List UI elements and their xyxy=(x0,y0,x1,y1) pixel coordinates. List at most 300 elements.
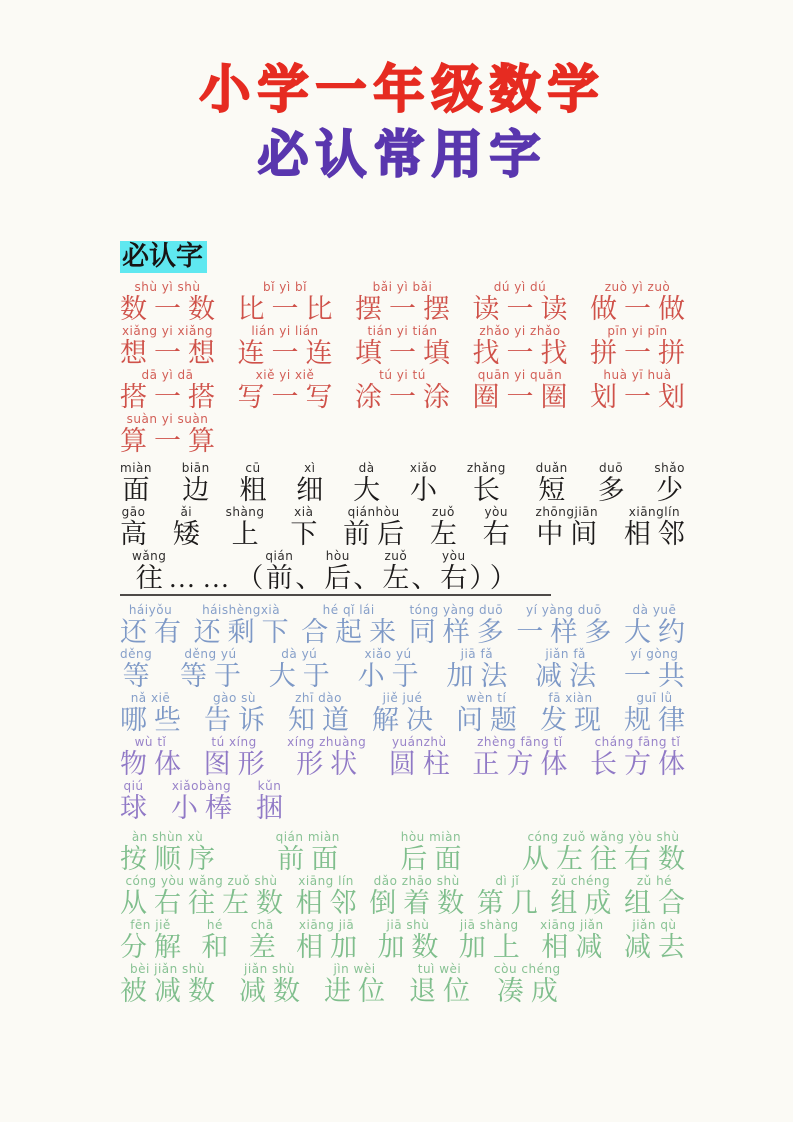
hanzi: 大于 xyxy=(268,661,337,692)
hanzi: 倒着数 xyxy=(369,888,472,919)
section-position-size xyxy=(120,461,692,596)
word xyxy=(239,461,274,506)
pinyin: xiāng lín xyxy=(298,874,354,889)
word xyxy=(482,505,517,550)
pinyin: chā xyxy=(250,918,274,933)
hanzi: 加法 xyxy=(446,661,515,692)
hanzi: 规律 xyxy=(624,705,692,736)
hanzi: 边 xyxy=(182,475,217,506)
hanzi: 后 xyxy=(324,563,359,594)
word-row xyxy=(120,962,685,1006)
section-label: 必认字 xyxy=(120,241,207,274)
word xyxy=(265,549,300,594)
pinyin: suàn yi suàn xyxy=(126,412,209,427)
hanzi: 搭一搭 xyxy=(120,382,222,413)
pinyin: jiā fǎ xyxy=(460,647,494,662)
hanzi: 、 xyxy=(411,563,446,594)
word xyxy=(296,461,331,506)
hanzi: 填一填 xyxy=(355,338,457,369)
word xyxy=(268,647,337,692)
pinyin: cháng fāng tǐ xyxy=(594,735,681,750)
hanzi: 圈一圈 xyxy=(472,382,575,413)
pinyin: zuǒ xyxy=(432,505,455,520)
pinyin: jiě jué xyxy=(382,691,423,706)
section-shapes-objects xyxy=(120,735,692,824)
pinyin: yòu xyxy=(484,505,508,520)
pinyin: xiāng jiǎn xyxy=(540,918,604,933)
pinyin: gāo xyxy=(121,505,146,520)
word xyxy=(535,505,605,550)
word xyxy=(120,324,222,369)
word xyxy=(120,874,290,919)
hanzi: 加上 xyxy=(458,932,527,963)
word xyxy=(343,505,412,550)
section-ordering-arithmetic xyxy=(120,830,692,1007)
hanzi: 左 xyxy=(429,519,464,550)
hanzi: 球 xyxy=(120,793,154,824)
word xyxy=(256,779,290,824)
hanzi: 告诉 xyxy=(204,705,272,736)
title-line-1: 小学一年级数学 xyxy=(199,61,606,120)
word xyxy=(248,918,283,963)
hanzi: 长方体 xyxy=(589,749,692,780)
hanzi: 粗 xyxy=(239,475,274,506)
pinyin: hòu miàn xyxy=(400,830,462,845)
word xyxy=(132,549,170,594)
word xyxy=(168,563,271,594)
hanzi: 找一找 xyxy=(472,338,575,369)
word xyxy=(295,563,330,594)
hanzi: 大 xyxy=(353,475,388,506)
word xyxy=(355,280,457,325)
pinyin: xiǎng yi xiǎng xyxy=(121,324,214,339)
hanzi: 想一想 xyxy=(120,338,222,369)
hanzi: 后面 xyxy=(400,844,469,875)
hanzi: 按顺序 xyxy=(120,844,222,875)
hanzi: 写一写 xyxy=(237,382,340,413)
hanzi: 形状 xyxy=(296,749,365,780)
word xyxy=(624,691,692,736)
word xyxy=(623,647,692,692)
word-row xyxy=(120,368,692,413)
hanzi: 差 xyxy=(248,932,283,963)
hanzi: 算一算 xyxy=(120,426,222,457)
word xyxy=(476,874,545,919)
pinyin: háishèngxià xyxy=(202,603,281,618)
pinyin: yuánzhù xyxy=(391,735,447,750)
hanzi: 圆柱 xyxy=(388,749,457,780)
hanzi: 前 xyxy=(265,563,300,594)
hanzi: 减数 xyxy=(239,976,307,1007)
word xyxy=(589,735,692,780)
word xyxy=(120,735,188,780)
word xyxy=(446,647,515,692)
pinyin: tóng yàng duō xyxy=(409,603,504,618)
word-row xyxy=(120,280,692,325)
hanzi: 短 xyxy=(538,475,573,506)
pinyin: zhǎo yi zhǎo xyxy=(479,324,561,339)
word xyxy=(550,874,619,919)
pinyin: dà yú xyxy=(281,647,318,662)
pinyin: xiě yi xiě xyxy=(255,368,315,383)
hanzi: 等 xyxy=(122,661,157,692)
word xyxy=(172,505,207,550)
hanzi: 小棒 xyxy=(171,793,239,824)
hanzi: 相邻 xyxy=(623,519,692,550)
pinyin: guī lǜ xyxy=(636,691,673,706)
hanzi: 读一读 xyxy=(472,294,575,325)
word-row xyxy=(120,549,551,596)
word xyxy=(623,505,692,550)
word xyxy=(516,603,619,648)
pinyin: biān xyxy=(181,461,210,476)
word-row xyxy=(120,874,692,919)
hanzi: 小 xyxy=(409,475,444,506)
pinyin: miàn xyxy=(120,461,152,476)
hanzi: 下 xyxy=(290,519,325,550)
word xyxy=(120,368,222,413)
hanzi: 、 xyxy=(295,563,330,594)
pinyin: zhī dào xyxy=(295,691,342,706)
word xyxy=(120,603,188,648)
word xyxy=(590,324,692,369)
pinyin: dà xyxy=(358,461,375,476)
hanzi: 上 xyxy=(231,519,266,550)
pinyin: quān yi quān xyxy=(477,368,563,383)
pinyin: qiánhòu xyxy=(347,505,400,520)
section-comparison-operations xyxy=(120,603,692,736)
hanzi: 相邻 xyxy=(295,888,364,919)
section-label-wrap xyxy=(120,241,685,274)
hanzi: 退位 xyxy=(409,976,477,1007)
word xyxy=(355,368,457,413)
hanzi: 右 xyxy=(482,519,517,550)
word xyxy=(295,874,364,919)
hanzi: 细 xyxy=(296,475,331,506)
pinyin: bǎi yì bǎi xyxy=(372,280,433,295)
hanzi: 从右往左数 xyxy=(120,888,290,919)
pinyin: còu chéng xyxy=(494,962,561,977)
hanzi: 被减数 xyxy=(120,976,222,1007)
pinyin: xiǎobàng xyxy=(171,779,232,794)
word xyxy=(458,918,527,963)
hanzi: 数一数 xyxy=(120,294,222,325)
pinyin: shàng xyxy=(225,505,265,520)
word xyxy=(372,691,440,736)
hanzi: 做一做 xyxy=(590,294,692,325)
hanzi: 发现 xyxy=(540,705,608,736)
pinyin: dǎo zhāo shù xyxy=(373,874,460,889)
word xyxy=(411,563,446,594)
word xyxy=(540,918,610,963)
word xyxy=(400,830,469,875)
hanzi: 左 xyxy=(382,563,417,594)
word-row xyxy=(120,830,692,875)
word xyxy=(201,918,236,963)
pinyin: zhōngjiān xyxy=(535,505,599,520)
hanzi: 哪些 xyxy=(120,705,188,736)
pinyin: duǎn xyxy=(535,461,568,476)
word xyxy=(120,647,157,692)
word xyxy=(180,647,249,692)
hanzi: 图形 xyxy=(203,749,272,780)
word-row xyxy=(120,412,685,456)
word-row xyxy=(120,324,692,369)
word xyxy=(469,563,524,594)
hanzi: 解决 xyxy=(372,705,440,736)
pinyin: àn shùn xù xyxy=(131,830,204,845)
hanzi: ……（ xyxy=(168,563,271,594)
word xyxy=(324,962,392,1007)
pinyin: xiǎo yú xyxy=(364,647,412,662)
word xyxy=(120,280,222,325)
pinyin: děng xyxy=(120,647,153,662)
hanzi: 组合 xyxy=(623,888,692,919)
word xyxy=(120,505,154,550)
pinyin: tuì wèi xyxy=(417,962,462,977)
word xyxy=(540,691,608,736)
word-row xyxy=(120,918,692,963)
word xyxy=(355,324,457,369)
hanzi: 高 xyxy=(120,519,154,550)
pinyin: bèi jiǎn shù xyxy=(129,962,206,977)
hanzi: 还有 xyxy=(120,617,188,648)
word xyxy=(590,368,692,413)
pinyin: lián yi lián xyxy=(251,324,319,339)
word xyxy=(409,962,477,1007)
word xyxy=(181,461,217,506)
pinyin: xià xyxy=(294,505,314,520)
word xyxy=(472,324,575,369)
pinyin: xì xyxy=(304,461,316,476)
pinyin: jiǎn qù xyxy=(632,918,677,933)
section-counting-verbs xyxy=(120,280,692,457)
pinyin: bǐ yì bǐ xyxy=(263,280,307,295)
hanzi: 减去 xyxy=(623,932,692,963)
word xyxy=(204,691,272,736)
word xyxy=(429,505,464,550)
word xyxy=(290,505,325,550)
pinyin: wèn tí xyxy=(466,691,507,706)
word xyxy=(120,779,154,824)
pinyin: fēn jiě xyxy=(130,918,171,933)
hanzi: 多 xyxy=(597,475,632,506)
hanzi: 进位 xyxy=(324,976,392,1007)
pinyin: shǎo xyxy=(654,461,685,476)
hanzi: 往 xyxy=(135,563,170,594)
word-row xyxy=(120,735,692,780)
hanzi: 面 xyxy=(122,475,157,506)
hanzi: 加数 xyxy=(377,932,446,963)
word xyxy=(623,874,692,919)
hanzi: 比一比 xyxy=(237,294,340,325)
hanzi: 组成 xyxy=(550,888,619,919)
word xyxy=(120,962,222,1007)
pinyin: hé qǐ lái xyxy=(322,603,375,618)
word xyxy=(382,549,417,594)
word xyxy=(597,461,632,506)
pinyin: háiyǒu xyxy=(128,603,173,618)
pinyin: tú xíng xyxy=(211,735,257,750)
hanzi: 、 xyxy=(353,563,388,594)
hanzi: 涂一涂 xyxy=(355,382,457,413)
pinyin: cū xyxy=(245,461,261,476)
word xyxy=(472,735,575,780)
pinyin: yí gòng xyxy=(630,647,679,662)
word xyxy=(301,603,404,648)
pinyin: děng yú xyxy=(184,647,237,662)
pinyin: fā xiàn xyxy=(548,691,593,706)
word xyxy=(623,603,692,648)
pinyin: yòu xyxy=(442,549,466,564)
hanzi: 和 xyxy=(201,932,236,963)
word xyxy=(353,563,388,594)
word xyxy=(296,918,365,963)
word xyxy=(590,280,692,325)
pinyin: ǎi xyxy=(180,505,193,520)
word xyxy=(357,647,426,692)
word-sections xyxy=(120,280,692,1007)
pinyin: duō xyxy=(599,461,624,476)
hanzi: 还剩下 xyxy=(193,617,296,648)
hanzi: 分解 xyxy=(120,932,188,963)
word xyxy=(522,830,692,875)
pinyin: zuò yì zuò xyxy=(604,280,671,295)
word xyxy=(440,549,475,594)
word xyxy=(288,691,356,736)
word xyxy=(369,874,472,919)
word-row xyxy=(120,647,692,692)
pinyin: cóng zuǒ wǎng yòu shù xyxy=(527,830,680,845)
word xyxy=(287,735,366,779)
pinyin: xiǎo xyxy=(409,461,438,476)
hanzi: 拼一拼 xyxy=(590,338,692,369)
word xyxy=(275,830,346,875)
hanzi: 一共 xyxy=(623,661,692,692)
word-row xyxy=(120,603,692,648)
word xyxy=(535,647,604,692)
hanzi: 正方体 xyxy=(472,749,575,780)
word xyxy=(120,918,188,963)
word xyxy=(456,691,524,736)
word xyxy=(120,461,157,506)
pinyin: huà yī huà xyxy=(603,368,672,383)
hanzi: 同样多 xyxy=(408,617,511,648)
pinyin: jiā shàng xyxy=(459,918,519,933)
hanzi: 右 xyxy=(440,563,475,594)
hanzi: 相加 xyxy=(296,932,365,963)
hanzi: 大约 xyxy=(623,617,692,648)
word xyxy=(239,962,307,1007)
word xyxy=(226,505,265,549)
pinyin: qiú xyxy=(123,779,144,794)
hanzi: 等于 xyxy=(180,661,249,692)
pinyin: jiǎn shù xyxy=(244,962,295,977)
pinyin: xíng zhuàng xyxy=(287,735,367,750)
hanzi: 相减 xyxy=(541,932,610,963)
word-row xyxy=(120,779,685,823)
pinyin: dú yì dú xyxy=(493,280,547,295)
pinyin: tú yi tú xyxy=(379,368,426,383)
page-title xyxy=(120,58,685,189)
pinyin: wǎng xyxy=(132,549,167,564)
word xyxy=(377,918,446,963)
word xyxy=(237,324,340,369)
word xyxy=(472,368,575,413)
hanzi: 前后 xyxy=(343,519,412,550)
hanzi: ）） xyxy=(469,563,524,594)
hanzi: 中间 xyxy=(536,519,605,550)
pinyin: nǎ xiē xyxy=(130,691,171,706)
hanzi: 凑成 xyxy=(496,976,565,1007)
hanzi: 一样多 xyxy=(516,617,619,648)
word xyxy=(535,461,573,506)
pinyin: pīn yi pīn xyxy=(607,324,668,339)
pinyin: xiāng jiā xyxy=(298,918,355,933)
hanzi: 划一划 xyxy=(590,382,692,413)
pinyin: yí yàng duō xyxy=(525,603,602,618)
word xyxy=(171,779,239,824)
pinyin: gào sù xyxy=(213,691,256,706)
word-row xyxy=(120,691,692,736)
pinyin: zhǎng xyxy=(466,461,506,476)
pinyin: wù tǐ xyxy=(134,735,167,750)
hanzi: 知道 xyxy=(288,705,356,736)
word-row xyxy=(120,461,691,506)
word xyxy=(203,735,272,780)
hanzi: 连一连 xyxy=(237,338,340,369)
word xyxy=(237,368,340,413)
pinyin: hé xyxy=(206,918,223,933)
word xyxy=(324,549,359,594)
hanzi: 减法 xyxy=(535,661,604,692)
pinyin: zǔ chéng xyxy=(551,874,611,889)
pinyin: zuǒ xyxy=(384,549,408,564)
word xyxy=(623,918,692,963)
word xyxy=(654,461,691,506)
pinyin: jìn wèi xyxy=(333,962,376,977)
pinyin: xiānglín xyxy=(628,505,681,520)
word xyxy=(388,735,457,780)
hanzi: 从左往右数 xyxy=(522,844,692,875)
hanzi: 摆一摆 xyxy=(355,294,457,325)
pinyin: jiā shù xyxy=(386,918,430,933)
hanzi: 捆 xyxy=(256,793,290,824)
word xyxy=(237,280,340,325)
hanzi: 问题 xyxy=(456,705,524,736)
word xyxy=(193,603,296,648)
pinyin: zhèng fāng tǐ xyxy=(477,735,563,750)
hanzi: 物体 xyxy=(120,749,188,780)
word xyxy=(408,603,511,648)
pinyin: qián xyxy=(265,549,294,564)
hanzi: 矮 xyxy=(172,519,207,550)
word xyxy=(120,830,222,875)
hanzi: 长 xyxy=(472,475,507,506)
word xyxy=(120,412,222,457)
hanzi: 小于 xyxy=(357,661,426,692)
title-line-2: 必认常用字 xyxy=(257,126,548,186)
pinyin: qián miàn xyxy=(275,830,340,845)
pinyin: tián yi tián xyxy=(367,324,438,339)
word-row xyxy=(120,505,692,550)
word xyxy=(120,691,188,736)
pinyin: zǔ hé xyxy=(636,874,673,889)
word xyxy=(472,280,575,325)
hanzi: 前面 xyxy=(277,844,346,875)
hanzi: 合起来 xyxy=(301,617,404,648)
pinyin: shù yì shù xyxy=(134,280,201,295)
